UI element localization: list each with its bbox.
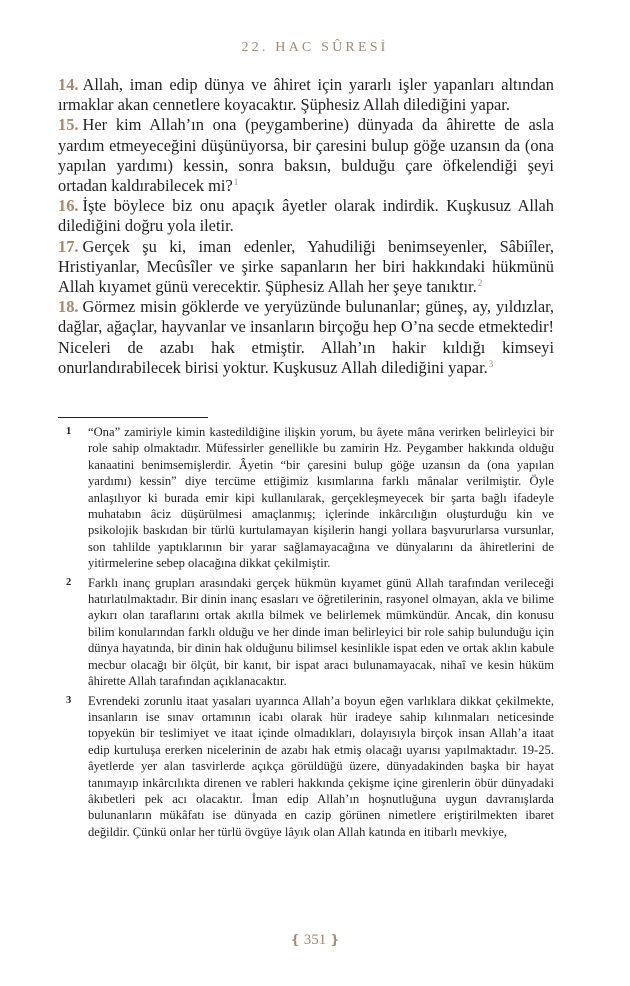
verse-14 [58,75,554,115]
footnote-divider [58,417,208,418]
footnote-2 [58,575,554,690]
page-number: 351 [303,932,327,948]
footnote-text: Evrendeki zorunlu itaat yasaları uyarınca Allah’a boyun eğen varlıklara dikkat çekilmekte, insanların ise sınav ortamının icabı olarak hür iradeye sahip kılınmaları neticesinde topyekün bir teslimiyet ve itaat içinde olmadıkları, dolayısıyla birçok insan Allah’a itaat edip kurtuluşa ererken nicelerinin de azabı hak etmiş olacağı uyarısı yapılmaktadır. 19-25. âyetlerde yer alan tasvirlerde açıkça görüldüğü üzere, dünyadakinden başka bir hayat tanımayıp inkârcılıkta direnen ve rableri hakkında çekişme içine girenlerin öbür dünyadaki âkıbetleri pek acı olacaktır. İman edip Allah’ın hoşnutluğuna uygun davranışlarda bulunanların mükâfatı ise dünyada en cazip görünen nimetlere eriştirilmekten ibaret değildir. Çünkü onlar her türlü övgüye lâyık olan Allah katında en itibarlı mevkiye, [88,693,554,839]
verse-18 [58,297,554,378]
footnote-number: 2 [66,576,72,588]
verse-number: 18. [58,297,79,317]
footnote-1 [58,424,554,572]
footnote-number: 1 [66,426,72,437]
footnote-ref[interactable]: 3 [488,358,494,369]
verse-16 [58,196,554,236]
verse-number: 14. [58,75,79,94]
verse-number: 17. [58,236,79,256]
running-header: 22. HAC SÛRESİ [241,40,389,55]
footnotes [58,424,554,843]
verse-text: Görmez misin göklerde ve yeryüzünde bulunanlar; güneş, ay, yıldızlar, dağlar, ağaçlar, hayvanlar ve insanların birçoğu hep O’na secde etmektedir! Niceleri de azabı hak etmiştir. Allah’ın hakir kıldığı kimseyi onurlandırabilecek birisi yoktur. Kuşkusuz Allah dilediğini yapar. [58,297,554,377]
right-ornament-icon: ❵ [329,932,341,947]
verse-15 [58,115,554,196]
footnote-text: Farklı inanç grupları arasındaki gerçek hükmün kıyamet günü Allah tarafından verileceği hatırlatılmaktadır. Bir dinin inanç esasları ve öğretilerinin, rasyonel olmayan, akla ve bilime aykırı olan taraflarını ortak akılla bilmek ve belirlemek mümkündür. Ancak, din konusu bilim konularından farklı olduğu ve her dinde iman belirleyici bir role sahip bulunduğu için dünya hayatında, bir dinin hak olduğunu bilimsel kesinlikle ispat eden ve ortak aklın kabule mecbur olacağı bir ölçüt, bir kanıt, bir ispat aracı bulunamayacak, nihaî ve kesin hüküm âhirette Allah tarafından açıklanacaktır. [88,575,554,689]
verse-number: 16. [58,196,79,216]
verse-text: İşte böylece biz onu apaçık âyetler olarak indirdik. Kuşkusuz Allah dilediğini doğru yola iletir. [58,196,554,236]
footnote-ref[interactable]: 1 [233,177,239,188]
left-ornament-icon: ❴ [289,932,301,947]
footnote-number: 3 [66,694,72,706]
verse-17 [58,237,554,298]
verse-text: Her kim Allah’ın ona (peygamberine) dünyada da âhirette de asla yardım etmeyeceğini düşünüyorsa, bir çaresini bulup göğe uzansın da (ona yapılan yardımı) kessin, sonra baksın, bulduğu çare öfkelendiği şeyi ortadan kaldırabilecek mi? [58,115,554,196]
verse-text: Gerçek şu ki, iman edenler, Yahudiliği benimseyenler, Sâbiîler, Hristiyanlar, Mecûsîler ve şirke sapanların her biri hakkındaki hükmünü Allah kıyamet günü verecektir. Şüphesiz Allah her şeye tanıktır. [58,236,554,297]
verse-number: 15. [58,115,79,135]
verse-text: Allah, iman edip dünya ve âhiret için yararlı işler yapanları altından ırmaklar akan cennetlere koyacaktır. Şüphesiz Allah dilediğini yapar. [58,75,554,115]
page-footer [0,932,630,949]
footnote-3 [58,693,554,841]
footnote-text: “Ona” zamiriyle kimin kastedildiğine ilişkin yorum, bu âyete mâna verirken belirleyici bir role sahip olmaktadır. Müfessirler genellikle bu zamirin Hz. Peygamber hakkında olduğu kanaatini benimsemişlerdir. Âyetin “bir çaresini bulup göğe uzansın da (ona yapılan yardımı) kessin” diye tercüme ettiğimiz kısımlarına farklı mânalar verilmiştir. Öyle anlaşılıyor ki burada emir kipi kullanılarak, gerçekleşmeyecek bir şarta bağlı ifadeyle muhatabın âciz düşürülmesi amaçlanmış; içlerinde inkârcılığın oluşturduğu kin ve psikolojik baskıdan bir türlü kurtulamayan kişilerin hangi yollara başvururlarsa vursunlar, son tahlilde yaptıklarının bir yarar sağlamayacağına ve dünyalarını da âhiretlerini de yitirmelerine sebep olacağına dikkat çekilmiştir. [88,425,554,571]
footnote-ref[interactable]: 2 [477,278,483,289]
verse-block [58,75,554,378]
